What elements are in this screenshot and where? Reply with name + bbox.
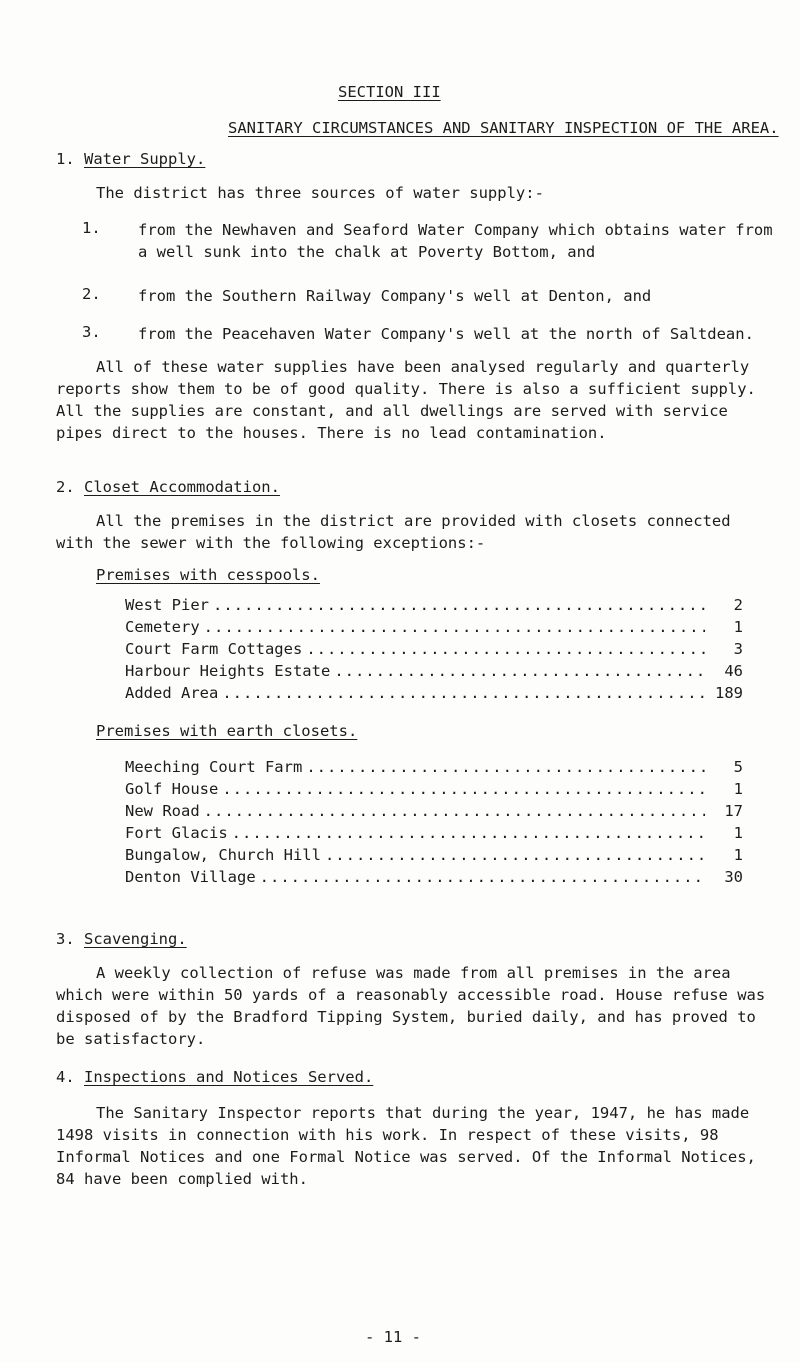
cesspool-row <box>125 596 743 618</box>
premises-count: 1 <box>733 846 743 864</box>
earth-closets-heading: Premises with earth closets. <box>96 722 358 740</box>
earth-closet-row <box>125 824 743 846</box>
closet-heading: Closet Accommodation. <box>84 478 280 496</box>
leader-dots <box>222 780 705 798</box>
leader-dots <box>222 684 705 702</box>
premises-count: 17 <box>724 802 743 820</box>
earth-closet-row <box>125 758 743 780</box>
leader-dots <box>260 868 705 886</box>
premises-count: 5 <box>733 758 743 776</box>
scavenging-heading: Scavenging. <box>84 930 187 948</box>
water-source-number: 3. <box>82 323 101 341</box>
premises-name: Fort Glacis <box>125 824 228 842</box>
leader-dots <box>213 596 705 614</box>
premises-name: Meeching Court Farm <box>125 758 303 776</box>
premises-count: 189 <box>715 684 743 702</box>
water-section-number: 1. <box>56 150 75 168</box>
premises-count: 1 <box>733 824 743 842</box>
premises-count: 1 <box>733 618 743 636</box>
water-body: All of these water supplies have been analysed regularly and quarterly reports show them to be of good quality. There is also a sufficient supply. All the supplies are constant, and all dwellings are served with service pipes direct to the houses. There is no lead contamination. <box>56 358 756 442</box>
premises-name: Bungalow, Church Hill <box>125 846 321 864</box>
inspections-body: The Sanitary Inspector reports that during the year, 1947, he has made 1498 visits in connection with his work. In respect of these visits, 98 Informal Notices and one Formal Notice was served. Of the Informal Notices, 84 have been complied with. <box>56 1104 756 1188</box>
premises-name: Denton Village <box>125 868 256 886</box>
premises-name: New Road <box>125 802 200 820</box>
leader-dots <box>325 846 705 864</box>
leader-dots <box>306 640 705 658</box>
premises-name: Golf House <box>125 780 219 798</box>
water-source-number: 2. <box>82 285 101 303</box>
premises-name: Harbour Heights Estate <box>125 662 331 680</box>
scavenging-section-number: 3. <box>56 930 75 948</box>
earth-closet-row <box>125 868 743 890</box>
cesspool-row <box>125 684 743 706</box>
cesspool-row <box>125 662 743 684</box>
leader-dots <box>232 824 705 842</box>
premises-name: Cemetery <box>125 618 200 636</box>
leader-dots <box>334 662 705 680</box>
water-source-text: from the Peacehaven Water Company's well at the north of Saltdean. <box>138 325 754 343</box>
premises-name: West Pier <box>125 596 209 614</box>
premises-count: 30 <box>724 868 743 886</box>
inspections-heading: Inspections and Notices Served. <box>84 1068 374 1086</box>
inspections-section-number: 4. <box>56 1068 75 1086</box>
premises-name: Added Area <box>125 684 219 702</box>
document-title: SANITARY CIRCUMSTANCES AND SANITARY INSPECTION OF THE AREA. <box>228 119 779 137</box>
premises-count: 46 <box>724 662 743 680</box>
water-source-text: from the Southern Railway Company's well at Denton, and <box>138 287 652 305</box>
closet-section-number: 2. <box>56 478 75 496</box>
cesspools-heading: Premises with cesspools. <box>96 566 320 584</box>
leader-dots <box>204 618 705 636</box>
premises-count: 3 <box>733 640 743 658</box>
leader-dots <box>306 758 705 776</box>
water-heading: Water Supply. <box>84 150 206 168</box>
premises-name: Court Farm Cottages <box>125 640 303 658</box>
cesspool-row <box>125 618 743 640</box>
water-intro: The district has three sources of water supply:- <box>96 184 544 202</box>
premises-count: 2 <box>733 596 743 614</box>
closet-intro: All the premises in the district are provided with closets connected with the sewer with the following exceptions:- <box>56 512 731 552</box>
scavenging-body: A weekly collection of refuse was made from all premises in the area which were within 50 yards of a reasonably accessible road. House refuse was disposed of by the Bradford Tipping System, buried daily, and has proved to be satisfactory. <box>56 964 766 1048</box>
earth-closet-row <box>125 802 743 824</box>
earth-closet-row <box>125 846 743 868</box>
page-number: - 11 - <box>365 1328 421 1346</box>
leader-dots <box>204 802 705 820</box>
water-source-text: from the Newhaven and Seaford Water Company which obtains water from a well sunk into the chalk at Poverty Bottom, and <box>138 221 773 261</box>
water-source-number: 1. <box>82 219 101 237</box>
cesspool-row <box>125 640 743 662</box>
section-title: SECTION III <box>338 83 441 101</box>
premises-count: 1 <box>733 780 743 798</box>
earth-closet-row <box>125 780 743 802</box>
